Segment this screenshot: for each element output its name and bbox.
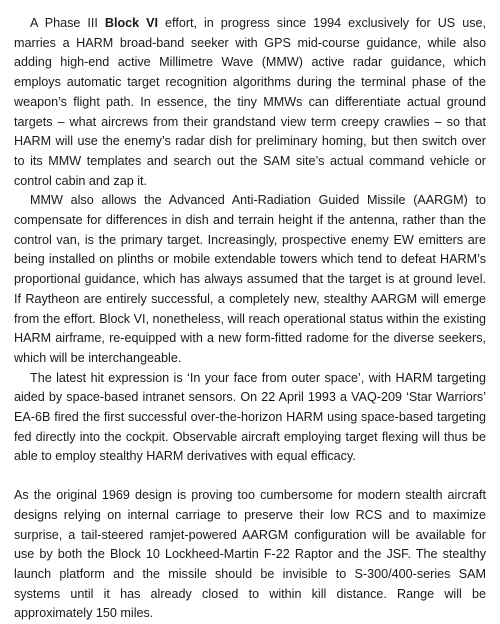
document-page xyxy=(14,14,486,624)
paragraph-lead-text: A Phase III xyxy=(30,16,105,30)
paragraph-aargm: MMW also allows the Advanced Anti-Radiation Guided Missile (AARGM) to compensate for differences in dish and terrain height if the antenna, rather than the control van, is the primary target. Increasingly, prospective enemy EW emitters are being installed on plinths or mobile extendable towers which tend to defeat HARM’s proportional guidance, which has always assumed that the target is at ground level. If Raytheon are entirely successful, a completely new, stealthy AARGM will emerge from the effort. Block VI, nonetheless, will reach operational status within the existing HARM airframe, re-equipped with a new form-fitted radome for the diverse seekers, which will be interchangeable. xyxy=(14,193,486,365)
paragraph-outer-space: The latest hit expression is ‘In your face from outer space’, with HARM targeting aided by space-based intranet sensors. On 22 April 1993 a VAQ-209 ‘Star Warriors’ EA-6B fired the first successful over-the-horizon HARM using space-based targeting fed directly into the cockpit. Observable aircraft employing target flexing will thus be able to employ stealthy HARM derivatives with equal efficacy. xyxy=(14,370,486,464)
paragraph-block-vi xyxy=(14,14,486,191)
block-vi-bold-term: Block VI xyxy=(104,16,159,30)
paragraph-body-text: effort, in progress since 1994 exclusively for US use, marries a HARM broad-band seeker with GPS mid-course guidance, while also adding high-end active Millimetre Wave (MMW) active radar guidance, which employs automatic target recognition algorithms during the terminal phase of the weapon’s flight path. In essence, the tiny MMWs can differentiate actual ground targets – what aircrews from their grandstand view term creepy crawlies – so that HARM will use the enemy’s radar dish for preliminary homing, but then switch over to its MMW templates and search out the SAM site’s actual command vehicle or control cabin and zap it. xyxy=(14,16,486,188)
paragraph-stealth-design: As the original 1969 design is proving too cumbersome for modern stealth aircraft designs relying on internal carriage to preserve their low RCS and to maximize surprise, a tail-steered ramjet-powered AARGM configuration will be available for use by both the Block 10 Lockheed-Martin F-22 Raptor and the JSF. The stealthy launch platform and the missile should be invisible to S-300/400-series SAM systems until it has already closed to within kill distance. Range will be approximately 150 miles. xyxy=(14,488,486,621)
paragraph-spacer xyxy=(14,467,486,486)
